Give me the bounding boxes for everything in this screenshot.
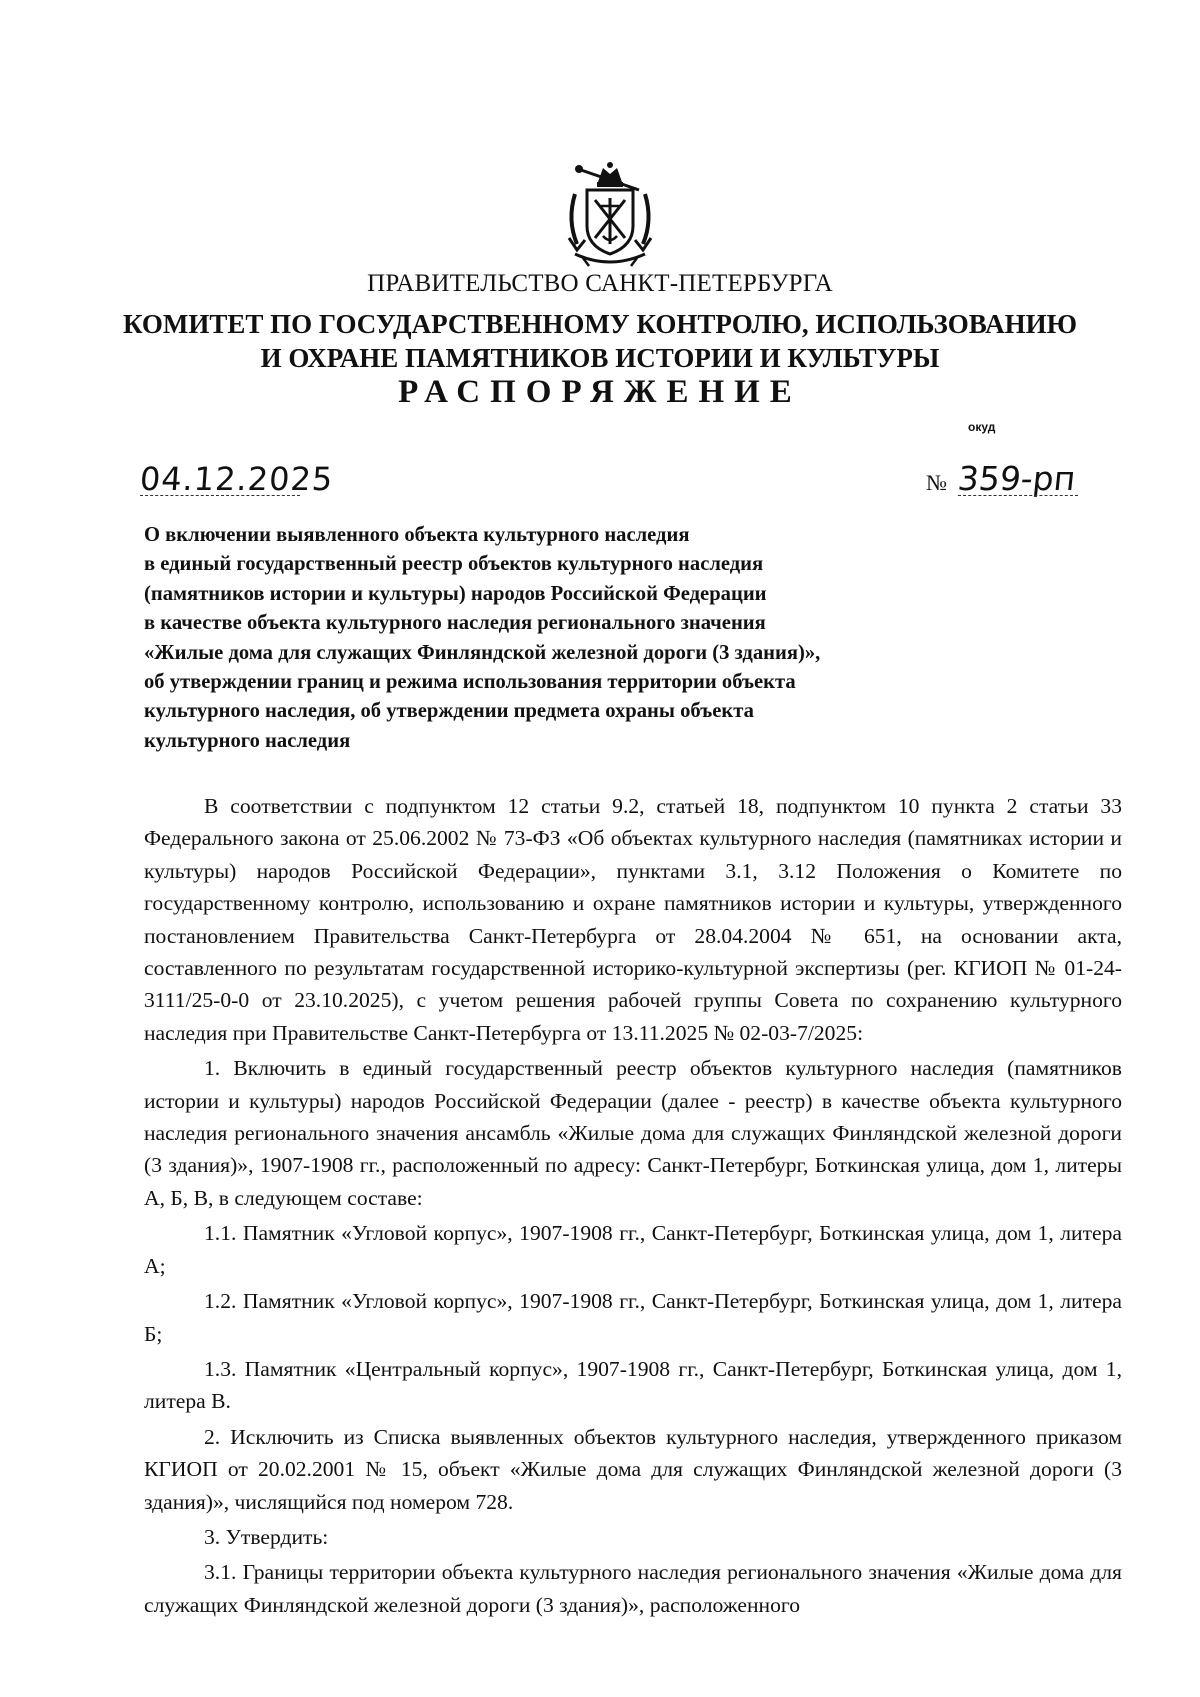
committee-title-line-1: КОМИТЕТ ПО ГОСУДАРСТВЕННОМУ КОНТРОЛЮ, ИСПОЛЬЗОВАНИЮ	[123, 309, 1077, 339]
number-underline	[958, 495, 1078, 496]
subject-line: О включении выявленного объекта культурного наследия	[144, 524, 690, 546]
government-title: ПРАВИТЕЛЬСТВО САНКТ-ПЕТЕРБУРГА	[367, 270, 833, 297]
subject-line: в единый государственный реестр объектов культурного наследия	[144, 553, 764, 576]
committee-title-line-2: И ОХРАНЕ ПАМЯТНИКОВ ИСТОРИИ И КУЛЬТУРЫ	[260, 343, 940, 373]
subject-line: об утверждении границ и режима использования территории объекта	[144, 671, 796, 694]
clause-3-1: 3.1. Границы территории объекта культурного наследия регионального значения «Жилые дома для служащих Финляндской железной дороги (3 здания)», расположенного	[144, 1560, 1122, 1617]
document-date: 04.12.2025	[138, 460, 335, 498]
subject-line: культурного наследия	[144, 729, 351, 752]
clause-3: 3. Утвердить:	[204, 1524, 329, 1549]
coat-of-arms-icon	[561, 160, 659, 268]
clause-2: 2. Исключить из Списка выявленных объектов культурного наследия, утвержденного приказом КГИОП от 20.02.2001 № 15, объект «Жилые дома для служащих Финляндской железной дороги (3 здания)», числящийся под номером 728.	[144, 1424, 1122, 1514]
clause-1-1: 1.1. Памятник «Угловой корпус», 1907-1908 гг., Санкт-Петербург, Боткинская улица, дом 1, литера А;	[144, 1221, 1122, 1278]
document-type-title: РАСПОРЯЖЕНИЕ	[398, 374, 802, 410]
document-number: 359-рп	[955, 459, 1078, 498]
okud-label: окуд	[968, 420, 996, 434]
date-underline	[140, 495, 300, 496]
preamble-paragraph: В соответствии с подпунктом 12 статьи 9.2, статьей 18, подпунктом 10 пункта 2 статьи 33 Федерального закона от 25.06.2002 № 73-ФЗ «Об объектах культурного наследия (памятниках истории и культуры) народов Российской Федерации», пунктами 3.1, 3.12 Положения о Комитете по государственному контролю, использованию и охране памятников истории и культуры, утвержденного постановлением Правительства Санкт-Петербурга от 28.04.2004 № 651, на основании акта, составленного по результатам государственной историко-культурной экспертизы (рег. КГИОП № 01-24-3111/25-0-0 от 23.10.2025), с учетом решения рабочей группы Совета по сохранению культурного наследия при Правительстве Санкт-Петербурга от 13.11.2025 № 02-03-7/2025:	[144, 794, 1122, 1045]
document-subject	[144, 521, 1004, 756]
clause-1-2: 1.2. Памятник «Угловой корпус», 1907-1908 гг., Санкт-Петербург, Боткинская улица, дом 1, литера Б;	[144, 1289, 1122, 1346]
subject-line: культурного наследия, об утверждении предмета охраны объекта	[144, 700, 754, 723]
number-label: №	[926, 470, 947, 495]
committee-title	[0, 307, 1200, 375]
subject-line: «Жилые дома для служащих Финляндской железной дороги (3 здания)»,	[144, 641, 821, 664]
subject-line: (памятников истории и культуры) народов Российской Федерации	[144, 582, 767, 605]
document-body	[144, 790, 1122, 1621]
clause-1: 1. Включить в единый государственный реестр объектов культурного наследия (памятников истории и культуры) народов Российской Федерации (далее - реестр) в качестве объекта культурного наследия регионального значения ансамбль «Жилые дома для служащих Финляндской железной дороги (3 здания)», 1907-1908 гг., расположенный по адресу: Санкт-Петербург, Боткинская улица, дом 1, литеры А, Б, В, в следующем составе:	[144, 1056, 1122, 1210]
subject-line: в качестве объекта культурного наследия регионального значения	[144, 612, 766, 635]
clause-1-3: 1.3. Памятник «Центральный корпус», 1907-1908 гг., Санкт-Петербург, Боткинская улица, дом 1, литера В.	[144, 1356, 1122, 1414]
